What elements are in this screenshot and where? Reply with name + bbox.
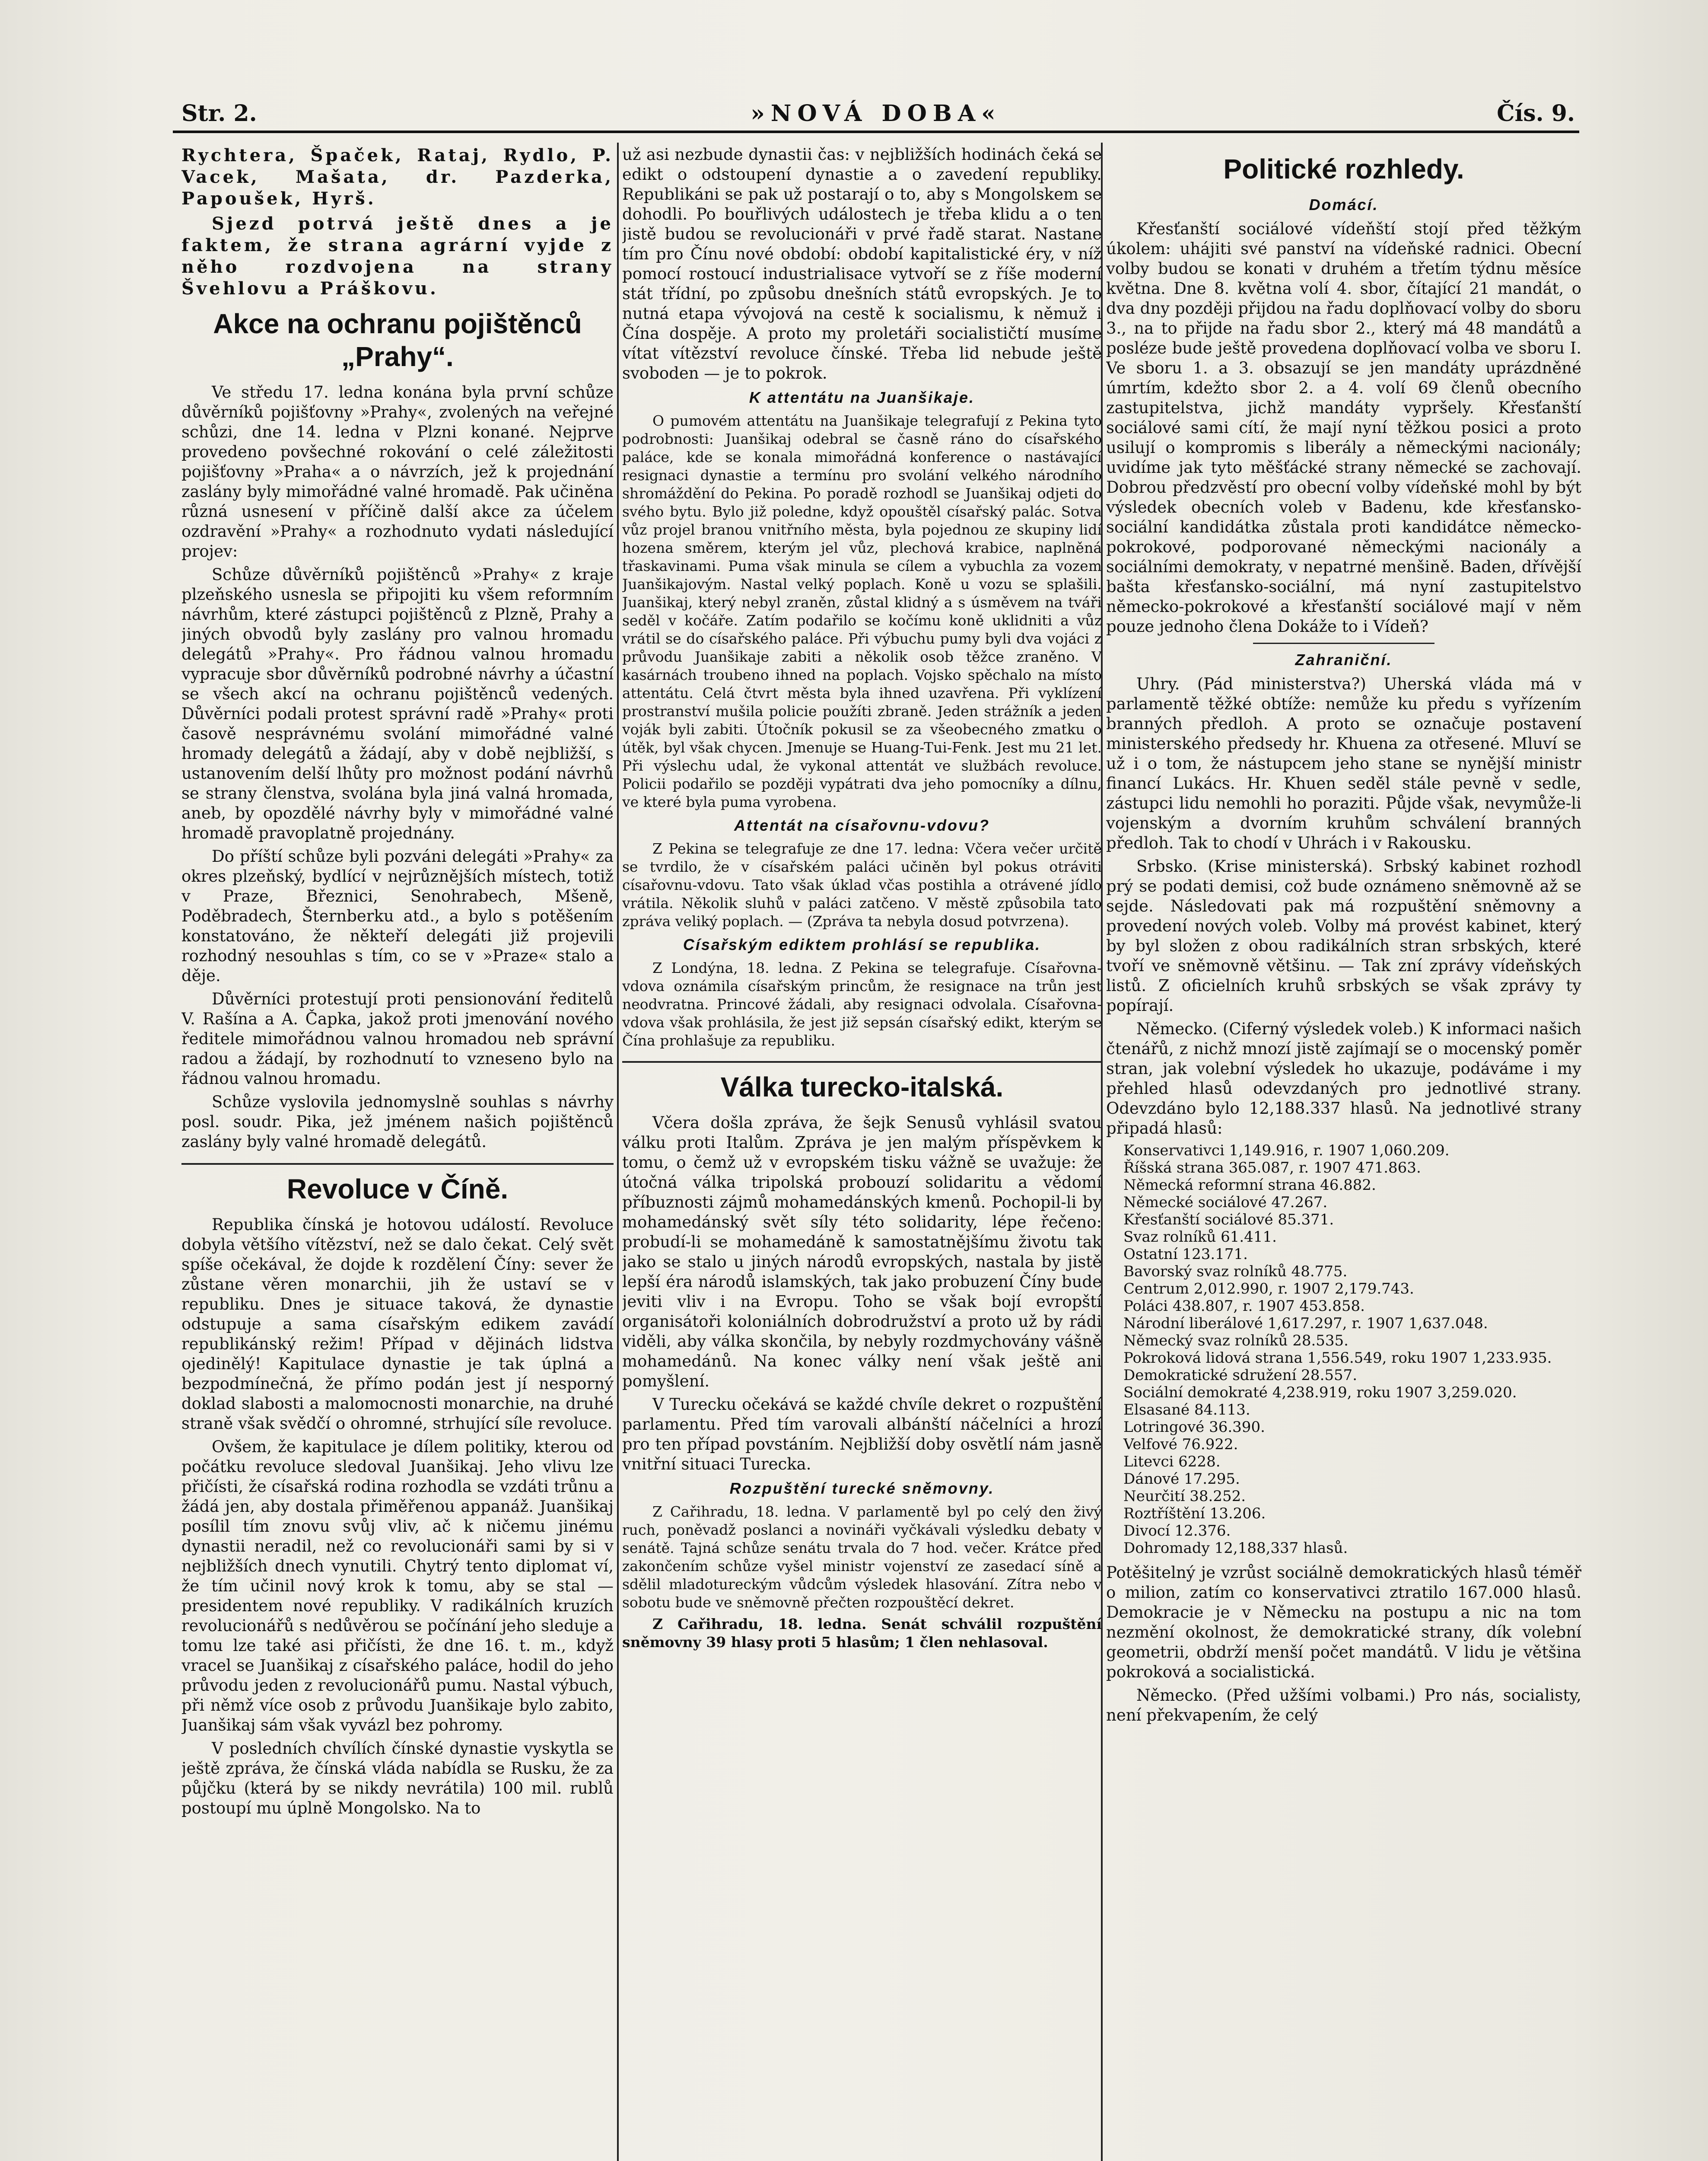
paragraph: Srbsko. (Krise ministerská). Srbský kabinet rozhodl prý se podati demisi, což bude oznámeno sněmovně až se sejde. Následovati pak má rozpuštění sněmovny a provedení nových voleb. Volby má provést kabinet, který by byl složen z obou radikálních stran srbských, které tvoří ve sněmovně většinu. — Tak zní zprávy vídeňských listů. Z oficielních kruhů srbských se však zprávy ty popírají. [1106,857,1581,1015]
paragraph: už asi nezbude dynastii čas: v nejbližších hodinách čeká se edikt o odstoupení dynastie a o zavedení republiky. Republikáni se pak už postarají o to, aby s Mongolskem se dohodli. Po bouřlivých událostech je třeba klidu a o ten jistě budou se revolucionáři v prvé řadě starat. Nastane tím pro Čínu nové období: období kapitalistické éry, v níž pomocí rostoucí industrialisace vytvoří se z říše moderní stát třídní, po způsobu dnešních států evropských. Je to nutná etapa vývojová na cestě k socialismu, k němuž i Čína dospěje. A proto my proletáři socialističtí musíme vítat vítězství revoluce čínské. Třeba lid nebude ještě svoboden — je to pokrok. [622,145,1102,382]
article-title: Válka turecko-italská. [720,1071,1004,1103]
paragraph: Včera došla zpráva, že šejk Senusů vyhlásil svatou válku proti Italům. Zpráva je jen malým příspěvkem k tomu, o čemž už v evropském tisku vážně se uvažuje: že útočná válka tripolská probouzí solidaritu a vědomí příbuznosti zájmů mohamedánských kmenů. Pochopil-li by mohamedánský svět síly této solidarity, lépe řečeno: probudí-li se mohamedáně k samostatnějšímu životu tak jako se stalo u jiných národů evropských, nastala by jistě lepší éra národů islamských, tak jako probuzení Číny bude jeviti vliv i na Evropu. Toho se však bojí evropští organisátoři koloniálních dobrodružství a proto už by rádi viděli, aby válka skončila, by nebyly rozdmychovány vášně mohamedánů. Na konec války není však ještě ani pomyšlení. [622,1113,1102,1390]
issue-number: Čís. 9. [1497,100,1575,127]
paragraph: Důvěrníci protestují proti pensionování ředitelů V. Rašína a A. Čapka, jakož proti jmenování nového ředitele mimořádnou valnou hromadou neb správní radou a žádají, by rozhodnutí to vzneseno bylo na řádnou valnou hromadu. [181,990,614,1088]
result-line: Elsasané 84.113. [1123,1401,1250,1418]
paragraph: Republika čínská je hotovou událostí. Revoluce dobyla většího vítězství, než se dalo čekat. Celý svět spíše očekával, že dojde k rozdělení Číny: sever že zůstane věren monarchii, jih že ustaví se v republiku. Dnes je situace taková, že dynastie odstupuje a sama císařským edikem zavádí republikánský režim! Případ v dějinách lidstva ojedinělý! Kapitulace dynastie je tak úplná a bezpodmínečná, že přímo podán jest jí nesporný doklad slabosti a malomocnosti monarchie, na druhé straně však svědčí o ohromné, strhující síle revoluce. [181,1215,614,1433]
result-line: Ostatní 123.171. [1123,1246,1248,1263]
article-subtitle: Císařským ediktem prohlásí se republika. [683,936,1041,953]
result-line: Říšská strana 365.087, r. 1907 471.863. [1123,1159,1421,1176]
article-subtitle: Attentát na císařovnu-vdovu? [734,816,990,834]
result-line: Dohromady 12,188,337 hlasů. [1123,1539,1348,1557]
column-2 [622,145,1102,2161]
paragraph: Do příští schůze byli pozváni delegáti »Prahy« za okres plzeňský, bydlící v nejrůznějších místech, totiž v Praze, Březnici, Senohrabech, Mšeně, Poděbradech, Šternberku atd., a bylo s potěšením konstatováno, že někteří delegáti již projevili rozhodný nesouhlas s tím, co se v »Praze« stalo a děje. [181,847,614,985]
paragraph: V posledních chvílích čínské dynastie vyskytla se ještě zpráva, že čínská vláda nabídla se Rusku, že za půjčku (která by se nikdy nevrátila) 100 mil. rublů postoupí mu úplně Mongolsko. Na to [181,1739,614,1817]
article-subtitle: Rozpuštění turecké sněmovny. [729,1479,995,1497]
result-line: Sociální demokraté 4,238.919, roku 1907 3,259.020. [1123,1384,1517,1401]
result-line: Německé sociálové 47.267. [1123,1194,1328,1211]
result-line: Roztříštění 13.206. [1123,1505,1266,1522]
paragraph: Rychtera, Špaček, Rataj, Rydlo, P. Vacek, Mašata, dr. Pazderka, Papoušek, Hyrš. [181,145,614,209]
paragraph: Ve středu 17. ledna konána byla první schůze důvěrníků pojišťovny »Prahy«, zvolených na veřejné schůzi, dne 14. ledna v Plzni konané. Nejprve provedeno povšechné rokování o celé záležitosti pojišťovny »Praha« a o návrzích, jež k projednání zaslány byly mimořádné valné hromadě. Pak učiněna různá usnesení v příčině další akce za účelem ozdravění »Prahy« a rozhodnuto vydati následující projev: [181,383,614,561]
page-number: Str. 2. [181,100,257,127]
result-line: Pokroková lidová strana 1,556.549, roku 1907 1,233.935. [1123,1349,1552,1367]
result-line: Národní liberálové 1,617.297, r. 1907 1,637.048. [1123,1315,1488,1332]
paragraph: Německo. (Ciferný výsledek voleb.) K informaci našich čtenářů, z nichž mnozí jistě zajímají se o mocenský poměr stran, jak volební výsledek ho ukazuje, podáváme i my přehled hlasů odevzdaných pro jednotlivé strany. Odevzdáno bylo 12,188.337 hlasů. Na jednotlivé strany připadá hlasů: [1106,1020,1581,1138]
section-title: Politické rozhledy. [1223,153,1464,185]
article-title: Akce na ochranu pojištěnců „Prahy“. [213,308,582,372]
result-line: Demokratické sdružení 28.557. [1123,1367,1358,1384]
paragraph: Německo. (Před užšími volbami.) Pro nás, socialisty, není překvapením, že celý [1106,1686,1581,1724]
election-results [1123,1142,1581,1557]
paragraph: Schůze důvěrníků pojištěnců »Prahy« z kraje plzeňského usnesla se připojiti ku všem reformním návrhům, které zástupci pojištěnců z Plzně, Prahy a jiných obvodů byly zaslány pro valnou hromadu delegátů »Prahy«. Pro řádnou valnou hromadu vypracuje sbor důvěrníků podrobné návrhy a účastní se všech akcí na ochranu pojištěnců vedených. Důvěrníci podali protest správní radě »Prahy« proti časově nesprávnému svolání mimořádné valné hromady delegátů a žádají, aby v době nejbližší, s ustanovením delší lhůty pro možnost podání návrhů se strany členstva, svolána byla jiná valná hromada, aneb, by opozdělé návrhy byly v mimořádné valné hromadě pravoplatně projednány. [181,565,614,842]
result-line: Svaz rolníků 61.411. [1123,1228,1277,1246]
result-line: Poláci 438.807, r. 1907 453.858. [1123,1297,1365,1315]
result-line: Centrum 2,012.990, r. 1907 2,179.743. [1123,1280,1414,1297]
paragraph: Ovšem, že kapitulace je dílem politiky, kterou od počátku revoluce sledoval Juanšikaj. Jeho vlivu lze přičísti, že císařská rodina rozhodla se vzdáti trůnu a žádá jen, aby dostala přiměřenou appanáž. Juanšikaj posílil tím znovu svůj vliv, ač k ničemu jinému dynastii neradil, než co revolucionáři sami by si v nejbližších dnech vynutili. Chytrý tento diplomat ví, že tím učinil nový krok k tomu, aby se stal — presidentem nové republiky. V radikálních kruzích revolucionářů s nedůvěrou se počínání jeho sleduje a tomu lze také asi přičísti, že dne 16. t. m., když vracel se Juanšikaj z císařského paláce, hodil do jeho průvodu jeden z revolucionářů pumu. Nastal výbuch, při němž více osob z průvodu Juanšikaje bylo zabito, Juanšikaj sám však vyvázl bez pohromy. [181,1437,614,1734]
article-title: Revoluce v Číně. [286,1173,509,1205]
paragraph: V Turecku očekává se každé chvíle dekret o rozpuštění parlamentu. Před tím varovali albánští náčelníci a hrozí pro ten případ povstáním. Nejbližší doby osvětlí nám jasně vnitřní situaci Turecka. [622,1395,1102,1473]
result-line: Neurčití 38.252. [1123,1488,1246,1505]
result-line: Německý svaz rolníků 28.535. [1123,1332,1349,1349]
column-3 [1106,145,1581,2161]
newspaper-title: »NOVÁ DOBA« [751,100,1002,127]
section-rule [622,1061,1102,1063]
article-subtitle: K attentátu na Juanšikaje. [749,389,975,406]
paragraph: Křesťanští sociálové vídeňští stojí před těžkým úkolem: uhájiti své panství na vídeňské radnici. Obecní volby budou se konati v druhém a třetím týdnu měsíce května. Dne 8. května volí 4. sbor, čítající 21 mandát, o dva dny později přijdou na řadu doplňovací volby do sboru 3., na to přijde na řadu sbor 2., který má 48 mandátů a posléze bude ještě provedena doplňovací volba ve sboru I. Ve sboru 1. a 3. obsazují se jen mandáty uprázdněné úmrtím, kdežto sbor 2. a 4. volí 69 členů obecního zastupitelstva, jichž mandáty vypršely. Křesťanští sociálové sami cítí, že mají nyní těžkou posici a proto usilují o kompromis s liberály a německými nacionály; uvidíme jak tyto měšťácké strany německé se zachovají. Dobrou předzvěstí pro obecní volby vídeňské mohl by být výsledek obecních voleb v Badenu, kde křesťansko-sociální kandidátka zůstala proti kandidátce německo-pokrokové, podporované německými nacionály a sociálními demokraty, v nepatrné menšině. Baden, dřívější bašta křesťansko-sociální, má nyní zastupitelstvo německo-pokrokové a křesťanští sociálové mají v něm pouze jednoho člena Dokáže to i Vídeň? [1106,220,1581,636]
paragraph: Z Pekina se telegrafuje ze dne 17. ledna: Včera večer určitě se tvrdilo, že v císařském paláci učiněn byl pokus otráviti císařovnu-vdovu. Tato však úklad včas postihla a otrávené jídlo vrátila. Několik sluhů v paláci zatčeno. V městě způsobila tato zpráva veliký poplach. — (Zpráva ta nebyla dosud potvrzena). [622,840,1102,930]
paragraph: Z Londýna, 18. ledna. Z Pekina se telegrafuje. Císařovna-vdova oznámila císařským princům, že resignace na trůn jest neodvratna. Princové žádali, aby resignaci odvolala. Císařovna-vdova však prohlásila, že jest již sepsán císařský edikt, kterým se Čína prohlašuje za republiku. [622,959,1102,1049]
paragraph: Sjezd potrvá ještě dnes a je faktem, že strana agrární vyjde z něho rozdvojena na strany Švehlovu a Práškovu. [181,214,614,299]
section-rule [1253,643,1434,644]
result-line: Bavorský svaz rolníků 48.775. [1123,1263,1348,1280]
paragraph: O pumovém attentátu na Juanšikaje telegrafují z Pekina tyto podrobnosti: Juanšikaj odebral se časně ráno do císařského paláce, kde se konala mimořádná konference o nastávající resignaci dynastie a termínu pro svolání velkého národního shromáždění do Pekina. Po poradě rozhodl se Juanšikaj odjeti do svého bytu. Bylo již poledne, když opouštěl císařský palác. Sotva vůz projel branou vnitřního města, byla pojednou ze skupiny lidí hozena směrem, kterým jel vůz, plechová krabice, naplněná třaskavinami. Puma však minula se cílem a vybuchla za vozem Juanšikajovým. Nastal velký poplach. Koně u vozu se splašili. Juanšikaj, který nebyl zraněn, zůstal klidný a s úsměvem na tváři seděl v kočáře. Zatím podařilo se kočímu koně uklidniti a vůz vrátil se do císařského paláce. Při výbuchu pumy byli dva vojáci z průvodu Juanšikaje zabiti a několik osob těžce zraněno. V kasárnách troubeno ihned na poplach. Vojsko spěchalo na místo attentátu. Celá čtvrt města byla ihned uzavřena. Při vyklízení prostranství mušila policie použíti zbraně. Jeden strážník a jeden voják byli zabiti. Útočník pokusil se za všeobecného zmatku o útěk, byl však chycen. Jmenuje se Huang-Tui-Fenk. Jest mu 21 let. Při výslechu udal, že vykonal attentát ve službách revoluce. Policii podařilo se později vypátrati dva jeho pomocníky a dílnu, ve které byla puma vyrobena. [622,412,1102,810]
result-line: Dánové 17.295. [1123,1470,1240,1488]
column-1 [181,145,614,2161]
result-line: Velfové 76.922. [1123,1436,1238,1453]
section-subtitle: Zahraniční. [1295,651,1393,669]
result-line: Divocí 12.376. [1123,1522,1231,1539]
page-header [173,100,1579,133]
paragraph: Schůze vyslovila jednomyslně souhlas s návrhy posl. soudr. Pika, jež jménem našich pojištěnců zaslány byly valné hromadě delegátů. [181,1093,614,1151]
paragraph: Z Cařihradu, 18. ledna. Senát schválil rozpuštění sněmovny 39 hlasy proti 5 hlasům; 1 člen nehlasoval. [622,1616,1102,1651]
column-divider [617,143,619,2161]
result-line: Konservativci 1,149.916, r. 1907 1,060.209. [1123,1142,1450,1159]
result-line: Lotringové 36.390. [1123,1418,1265,1436]
result-line: Křesťanští sociálové 85.371. [1123,1211,1334,1228]
section-rule [181,1163,614,1165]
paragraph: Potěšitelný je vzrůst sociálně demokratických hlasů téměř o milion, zatím co konservativci ztratilo 167.000 hlasů. Demokracie je v Německu na postupu a nic na tom nezmění okolnost, že demokratické strany, dík volební geometrii, obdrží menší počet mandátů. V lidu je většina pokroková a socialistická. [1106,1563,1581,1681]
paragraph: Z Cařihradu, 18. ledna. V parlamentě byl po celý den živý ruch, poněvadž poslanci a novináři vyčkávali výsledku debaty v senátě. Tajná schůze senátu trvala do 7 hod. večer. Krátce před zakončením schůze vyšel ministr vojenství ze zasedací síně a sdělil mladotureckým vůdcům výsledek hlasování. Zítra nebo v sobotu bude ve sněmovně přečten rozpouštěcí dekret. [622,1503,1102,1611]
result-line: Litevci 6228. [1123,1453,1221,1470]
section-subtitle: Domácí. [1309,196,1379,214]
paragraph: Uhry. (Pád ministerstva?) Uherská vláda má v parlamentě těžké obtíže: nemůže ku předu s vyřízením branných předloh. A proto se označuje postavení ministerského předsedy hr. Khuena za otřesené. Mluví se už i o tom, že nástupcem jeho stane se nynější ministr financí Lukács. Hr. Khuen seděl stále pevně v sedle, zástupci lidu nemohli ho poraziti. Půjde však, nevymůže-li vojenským a dvorním kruhům schválení branných předloh. Tak to chodí v Uhrách i v Rakousku. [1106,675,1581,852]
result-line: Německá reformní strana 46.882. [1123,1176,1376,1194]
